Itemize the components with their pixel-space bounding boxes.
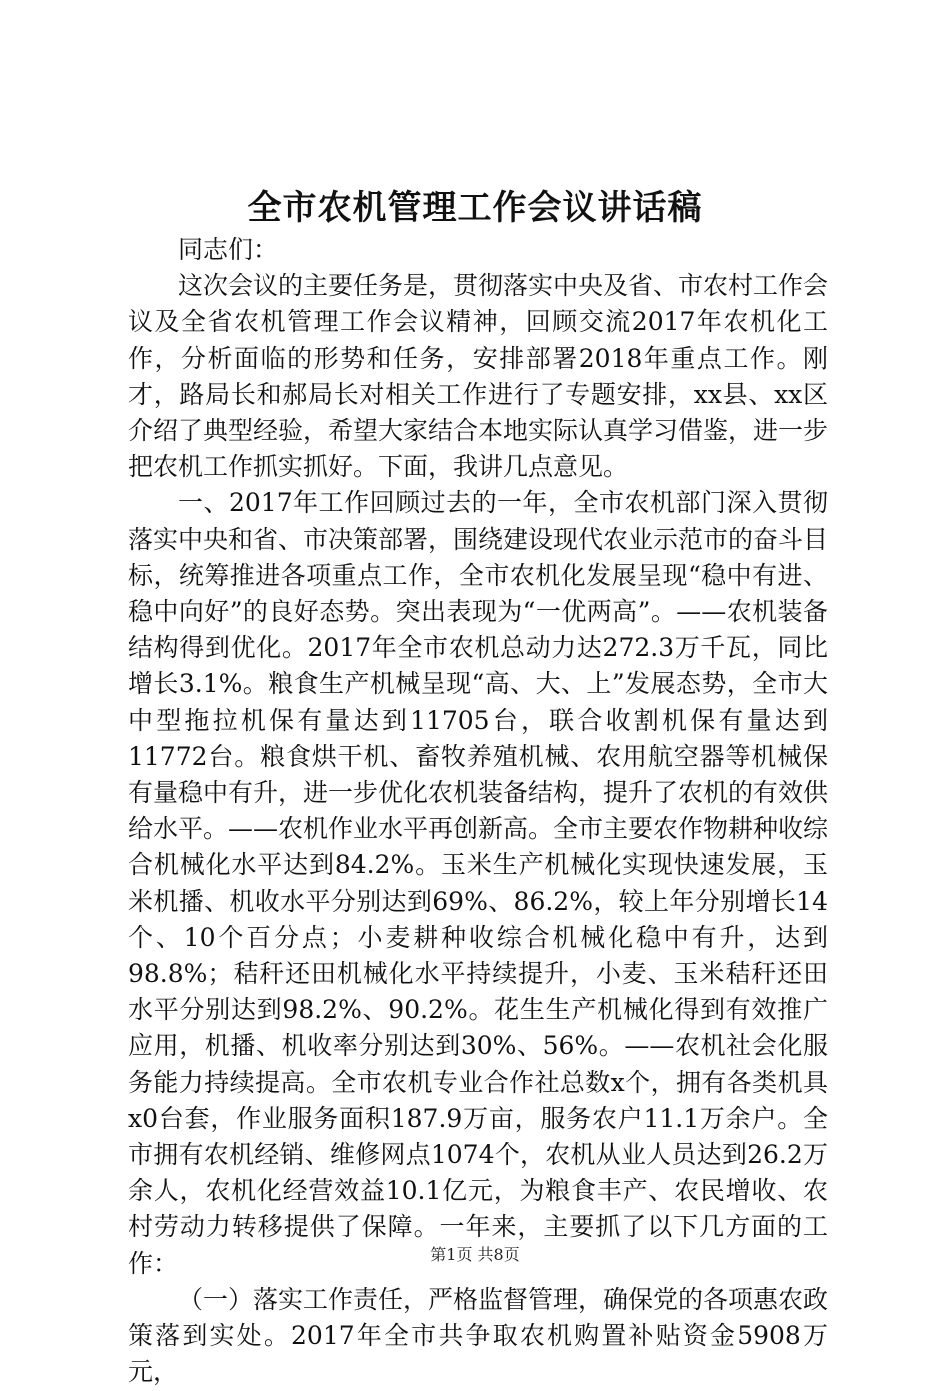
paragraph-intro: 这次会议的主要任务是，贯彻落实中央及省、市农村工作会议及全省农机管理工作会议精神，回顾交流2017年农机化工作，分析面临的形势和任务，安排部署2018年重点工作。刚才，路局长和郝局长对相关工作进行了专题安排，xx县、xx区介绍了典型经验，希望大家结合本地实际认真学习借鉴，进一步把农机工作抓实抓好。下面，我讲几点意见。 xyxy=(128,271,829,482)
paragraph-review-2017: 一、2017年工作回顾过去的一年，全市农机部门深入贯彻落实中央和省、市决策部署，围绕建设现代农业示范市的奋斗目标，统筹推进各项重点工作，全市农机化发展呈现“稳中有进、稳中向好”的良好态势。突出表现为“一优两高”。——农机装备结构得到优化。2017年全市农机总动力达272.3万千瓦，同比增长3.1%。粮食生产机械呈现“高、大、上”发展态势，全市大中型拖拉机保有量达到11705台，联合收割机保有量达到11772台。粮食烘干机、畜牧养殖机械、农用航空器等机械保有量稳中有升，进一步优化农机装备结构，提升了农机的有效供给水平。——农机作业水平再创新高。全市主要农作物耕种收综合机械化水平达到84.2%。玉米生产机械化实现快速发展，玉米机播、机收水平分别达到69%、86.2%，较上年分别增长14个、10个百分点；小麦耕种收综合机械化稳中有升，达到98.8%；秸秆还田机械化水平持续提升，小麦、玉米秸秆还田水平分别达到98.2%、90.2%。花生生产机械化得到有效推广应用，机播、机收率分别达到30%、56%。——农机社会化服务能力持续提高。全市农机专业合作社总数x个，拥有各类机具x0台套，作业服务面积187.9万亩，服务农户11.1万余户。全市拥有农机经销、维修网点1074个，农机从业人员达到26.2万余人，农机化经营效益10.1亿元，为粮食丰产、农民增收、农村劳动力转移提供了保障。一年来，主要抓了以下几方面的工作： xyxy=(128,488,829,1278)
document-body xyxy=(128,232,828,1391)
paragraph-section-one: （一）落实工作责任，严格监督管理，确保党的各项惠农政策落到实处。2017年全市共争取农机购置补贴资金5908万元， xyxy=(128,1284,829,1387)
paragraph-salutation: 同志们： xyxy=(178,235,279,264)
page-number-footer: 第1页 共8页 xyxy=(430,1245,520,1264)
document-title: 全市农机管理工作会议讲话稿 xyxy=(247,188,703,228)
